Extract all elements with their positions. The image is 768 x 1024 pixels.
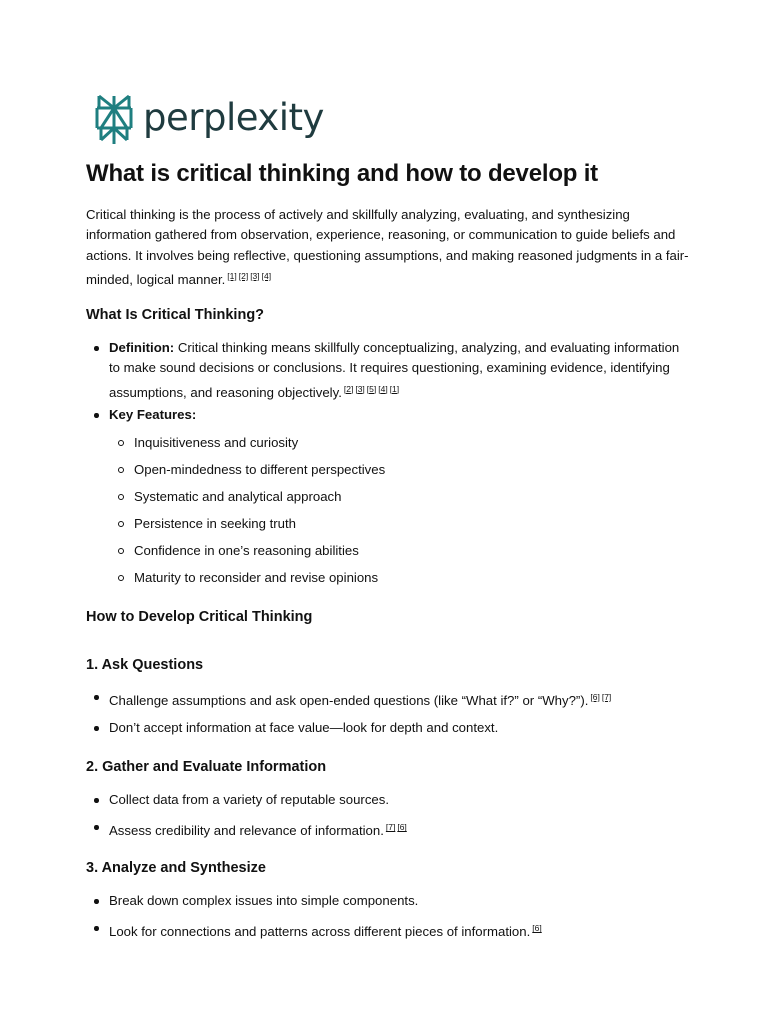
citation-link[interactable]: [2] <box>343 383 354 394</box>
ask-list <box>86 687 686 739</box>
feature-item: Maturity to reconsider and revise opinions <box>110 568 710 588</box>
feature-item: Systematic and analytical approach <box>110 487 710 507</box>
feature-item: Confidence in one’s reasoning abilities <box>110 541 710 561</box>
definition-text: Critical thinking means skillfully conceptualizing, analyzing, and evaluating information to make sound decisions or conclusions. It requires questioning, examining evidence, identifying assumptions, and reasoning objectively. <box>109 340 680 400</box>
perplexity-logo <box>93 92 324 148</box>
citation-link[interactable]: [1] <box>227 270 237 281</box>
citation-link[interactable]: [2] <box>238 270 249 281</box>
list-item: Collect data from a variety of reputable sources. <box>86 790 686 810</box>
citation-link[interactable]: [7] <box>385 822 396 833</box>
subsection-heading-ask: 1. Ask Questions <box>86 657 204 673</box>
citation-link[interactable]: [1] <box>389 383 400 394</box>
feature-item: Inquisitiveness and curiosity <box>110 433 710 453</box>
list-item-text: Challenge assumptions and ask open-ended questions (like “What if?” or “Why?”). <box>109 693 589 708</box>
subsection-heading-gather: 2. Gather and Evaluate Information <box>86 759 327 775</box>
analyze-list <box>86 891 686 943</box>
list-item <box>86 918 686 942</box>
citation-link[interactable]: [6] <box>397 822 407 833</box>
section-heading-what-is: What Is Critical Thinking? <box>86 307 265 323</box>
list-item <box>86 817 686 841</box>
definition-label: Definition: <box>109 340 175 355</box>
features-sublist <box>110 433 710 588</box>
perplexity-logo-icon <box>93 94 135 146</box>
citation-link[interactable]: [3] <box>250 270 260 281</box>
definition-list <box>86 338 686 403</box>
list-item-text: Assess credibility and relevance of information. <box>109 823 384 839</box>
logo-wordmark: perplexity <box>143 95 324 139</box>
intro-paragraph <box>86 205 696 290</box>
citation-link[interactable]: [6] <box>532 923 542 934</box>
citation-link[interactable]: [6] <box>590 692 600 702</box>
list-item-text: Look for connections and patterns across different pieces of information. <box>109 924 531 940</box>
subsection-heading-analyze: 3. Analyze and Synthesize <box>86 860 266 876</box>
list-item <box>86 687 686 711</box>
feature-item: Persistence in seeking truth <box>110 514 710 534</box>
gather-list <box>86 790 686 842</box>
citation-link[interactable]: [3] <box>355 383 365 394</box>
citation-link[interactable]: [7] <box>601 692 612 702</box>
features-label: Key Features: <box>109 407 197 422</box>
intro-text: Critical thinking is the process of actively and skillfully analyzing, evaluating, and synthesizing information gathered from observation, experience, reasoning, or communication to guide beliefs and actions. It involves being reflective, questioning assumptions, and making reasoned judgments in a fair-minded, logical manner. <box>86 207 689 287</box>
citation-link[interactable]: [4] <box>378 383 388 394</box>
list-item <box>86 405 686 425</box>
citation-link[interactable]: [5] <box>366 383 377 394</box>
list-item: Break down complex issues into simple components. <box>86 891 686 911</box>
section-heading-how-to: How to Develop Critical Thinking <box>86 609 313 625</box>
citation-link[interactable]: [4] <box>261 270 272 281</box>
list-item <box>86 338 686 403</box>
list-item: Don’t accept information at face value—look for depth and context. <box>86 718 686 738</box>
page-title: What is critical thinking and how to develop it <box>86 160 598 187</box>
features-list <box>86 405 686 425</box>
feature-item: Open-mindedness to different perspectives <box>110 460 710 480</box>
